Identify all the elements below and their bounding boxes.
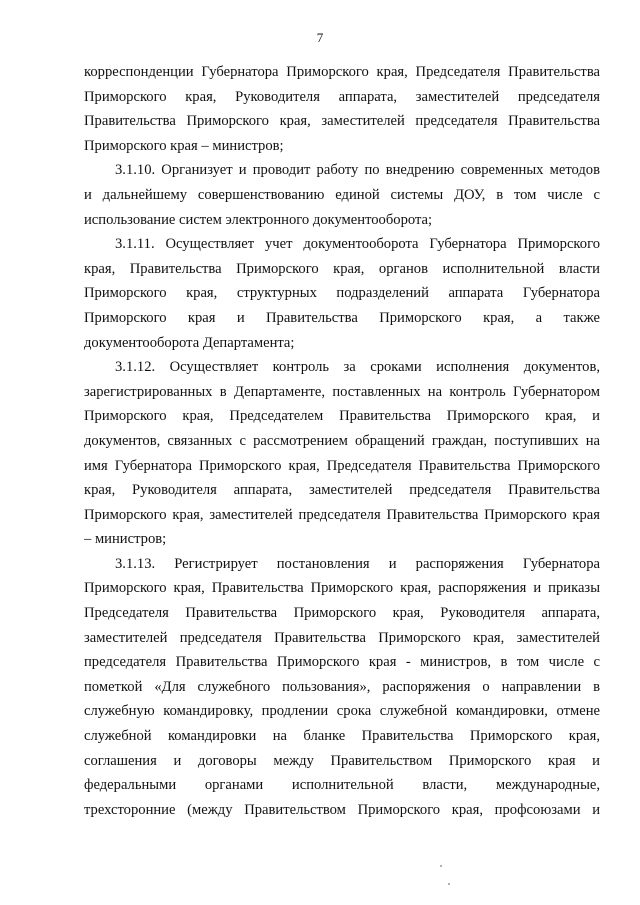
text-line: соглашения и договоры между Правительством Приморского края и — [84, 752, 600, 769]
text-line: Приморского края, Правительства Приморского края, распоряжения и приказы — [84, 580, 600, 597]
text-line: зарегистрированных в Департаменте, поставленных на контроль Губернатором — [84, 383, 600, 400]
text-line: председателя Правительства Приморского края - министров, в том числе с — [84, 654, 600, 671]
text-line: использование систем электронного документооборота; — [84, 211, 433, 228]
scan-speck — [448, 883, 450, 885]
text-line: Председателя Правительства Приморского края, Руководителя аппарата, — [84, 605, 600, 622]
text-line: Приморского края, структурных подразделений аппарата Губернатора — [84, 285, 600, 302]
text-line: пометкой «Для служебного пользования», распоряжения о направлении в — [84, 678, 600, 695]
text-line: 3.1.12. Осуществляет контроль за сроками исполнения документов, — [115, 359, 600, 376]
text-line: документов, связанных с рассмотрением обращений граждан, поступивших на — [84, 432, 600, 449]
text-line: корреспонденции Губернатора Приморского края, Председателя Правительства — [84, 64, 600, 80]
paragraph-continuation — [84, 60, 600, 158]
text-line: Приморского края, Председателем Правительства Приморского края, и — [84, 408, 600, 425]
paragraph-3-1-12 — [84, 355, 600, 552]
paragraph-3-1-11 — [84, 232, 600, 355]
paragraph-3-1-10 — [84, 158, 600, 232]
text-line: заместителей председателя Правительства Приморского края, заместителей — [84, 629, 600, 646]
text-line: федеральными органами исполнительной власти, международные, — [84, 777, 600, 794]
text-line: имя Губернатора Приморского края, Председателя Правительства Приморского — [84, 457, 600, 474]
document-body — [84, 60, 600, 822]
text-line: Правительства Приморского края, заместителей председателя Правительства — [84, 113, 600, 130]
text-line: Приморского края, Руководителя аппарата, заместителей председателя — [84, 88, 600, 105]
text-line: и дальнейшему совершенствованию единой системы ДОУ, в том числе с — [84, 186, 600, 203]
scan-speck — [440, 865, 442, 867]
text-line: Приморского края и Правительства Приморского края, а также — [84, 309, 600, 326]
paragraph-3-1-13 — [84, 552, 600, 823]
text-line: Приморского края – министров; — [84, 137, 284, 154]
text-line: – министров; — [84, 531, 167, 548]
text-line: документооборота Департамента; — [84, 334, 295, 351]
page-number: 7 — [316, 30, 324, 45]
text-line: 3.1.13. Регистрирует постановления и распоряжения Губернатора — [115, 555, 600, 572]
text-line: края, Руководителя аппарата, заместителей председателя Правительства — [84, 482, 600, 499]
text-line: Приморского края, заместителей председателя Правительства Приморского края — [84, 506, 600, 523]
text-line: края, Правительства Приморского края, органов исполнительной власти — [84, 260, 600, 277]
text-line: трехсторонние (между Правительством Приморского края, профсоюзами и — [84, 801, 600, 818]
text-line: 3.1.11. Осуществляет учет документооборота Губернатора Приморского — [115, 236, 600, 253]
text-line: служебной командировки на бланке Правительства Приморского края, — [84, 728, 600, 745]
text-line: 3.1.10. Организует и проводит работу по внедрению современных методов — [115, 162, 600, 179]
text-line: служебную командировку, продлении срока служебной командировки, отмене — [84, 703, 600, 720]
